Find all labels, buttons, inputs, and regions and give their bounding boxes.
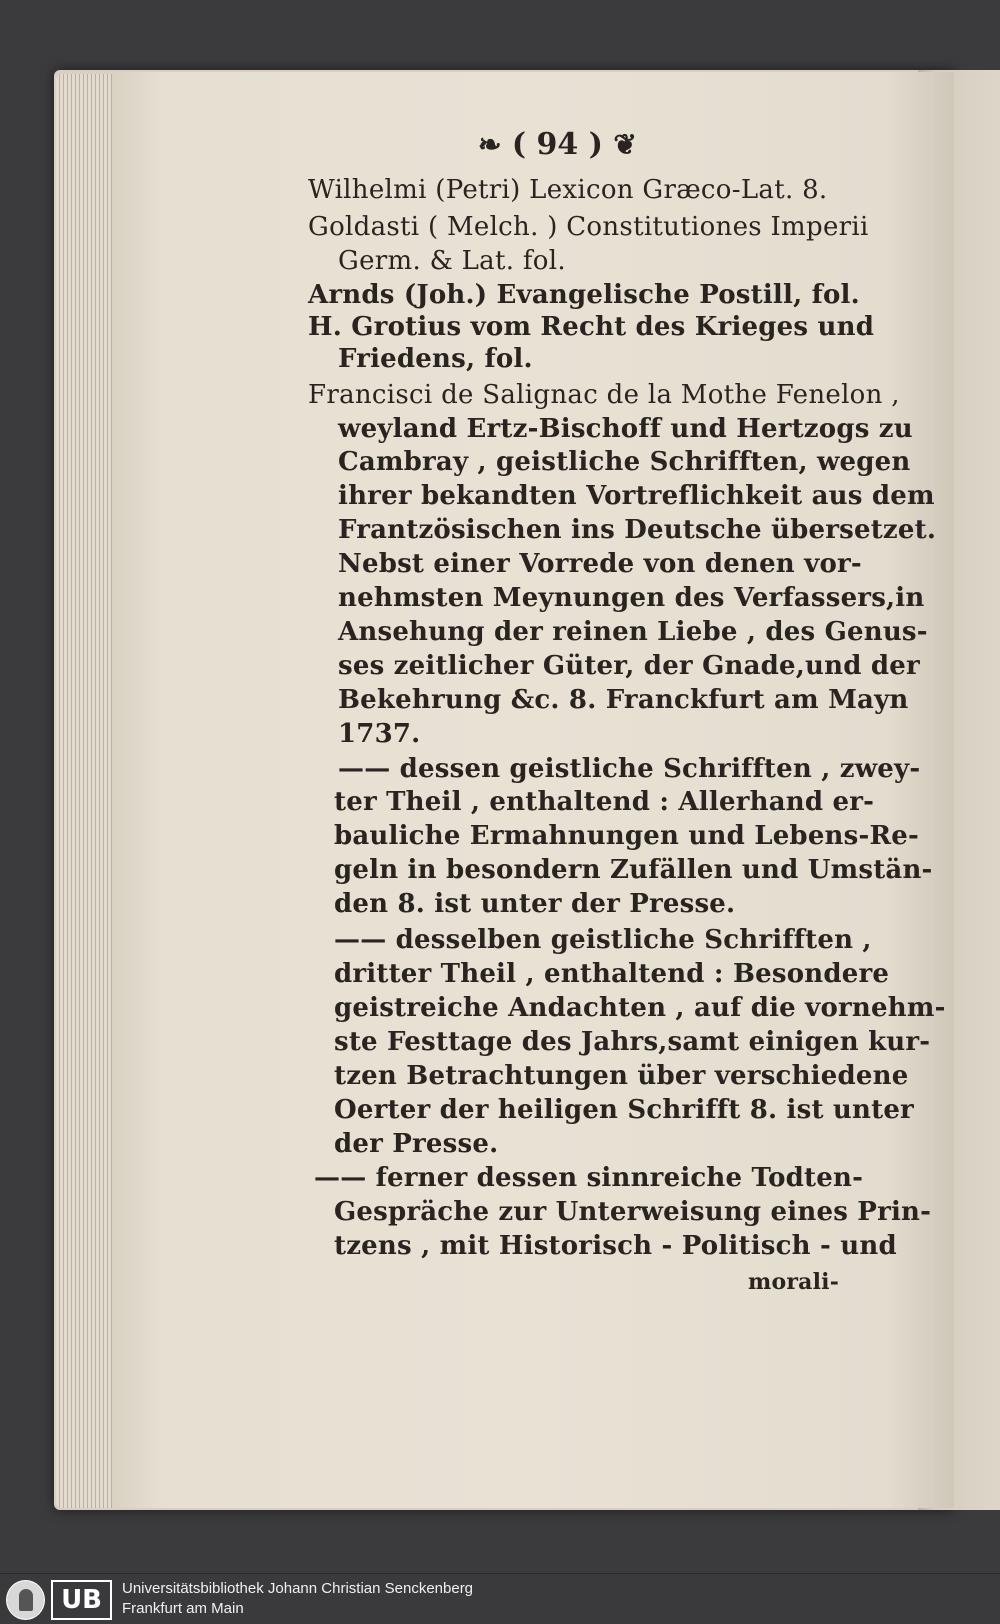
page-header [478, 127, 637, 162]
library-name-line2: Frankfurt am Main [122, 1600, 244, 1617]
text-line: ses zeitlicher Güter, der Gnade,und der [338, 651, 920, 681]
text-line: —— ferner dessen sinnreiche Todten- [314, 1163, 864, 1193]
text-line: Germ. & Lat. fol. [338, 246, 566, 276]
seal-icon [6, 1580, 45, 1620]
text-line: nehmsten Meynungen des Verfassers,in [338, 583, 925, 613]
text-line: Goldasti ( Melch. ) Constitutiones Imperii [308, 212, 869, 242]
text-line: ste Festtage des Jahrs,samt einigen kur- [334, 1027, 931, 1057]
text-line: Ansehung der reinen Liebe , des Genus- [338, 617, 928, 647]
text-line: Cambray , geistliche Schrifften, wegen [338, 447, 911, 477]
library-name [122, 1579, 473, 1619]
text-line: Bekehrung &c. 8. Franckfurt am Mayn [338, 685, 909, 715]
text-line: 1737. [338, 719, 421, 749]
text-line: ter Theil , enthaltend : Allerhand er- [334, 787, 875, 817]
page-number: ( 94 ) [511, 127, 603, 162]
ornament-right-icon: ❦ [613, 128, 637, 161]
text-line: Friedens, fol. [338, 344, 533, 374]
text-line: der Presse. [334, 1129, 499, 1159]
text-line: den 8. ist unter der Presse. [334, 889, 736, 919]
text-line: dritter Theil , enthaltend : Besondere [334, 959, 890, 989]
page-edges [56, 74, 116, 1508]
ub-logo-text: UB [51, 1580, 112, 1620]
text-line: ihrer bekandten Vortreflichkeit aus dem [338, 481, 935, 511]
library-name-line1: Universitätsbibliothek Johann Christian Senckenberg [122, 1580, 474, 1597]
text-line: geistreiche Andachten , auf die vornehm- [334, 993, 946, 1023]
text-line: geln in besondern Zufällen und Umstän- [334, 855, 933, 885]
text-line: Arnds (Joh.) Evangelische Postill, fol. [308, 280, 860, 310]
text-line: weyland Ertz-Bischoff und Hertzogs zu [338, 414, 913, 444]
text-line: Francisci de Salignac de la Mothe Fenelon , [308, 380, 900, 410]
text-line: tzen Betrachtungen über verschiedene [334, 1061, 909, 1091]
text-line: H. Grotius vom Recht des Krieges und [308, 312, 875, 342]
ornament-left-icon: ❧ [478, 128, 502, 161]
text-line: tzens , mit Historisch - Politisch - und [334, 1231, 897, 1261]
text-line: morali- [748, 1269, 840, 1295]
text-line: —— desselben geistliche Schrifften , [334, 925, 872, 955]
text-line: Nebst einer Vorrede von denen vor- [338, 549, 862, 579]
text-line: —— dessen geistliche Schrifften , zwey- [338, 754, 921, 784]
text-line: Wilhelmi (Petri) Lexicon Græco-Lat. 8. [308, 175, 828, 205]
library-footer [0, 1573, 1000, 1624]
text-line: bauliche Ermahnungen und Lebens-Re- [334, 821, 920, 851]
text-line: Oerter der heiligen Schrifft 8. ist unter [334, 1095, 914, 1125]
library-logo[interactable] [6, 1580, 112, 1620]
text-line: Gespräche zur Unterweisung eines Prin- [334, 1197, 932, 1227]
text-line: Frantzösischen ins Deutsche übersetzet. [338, 515, 937, 545]
